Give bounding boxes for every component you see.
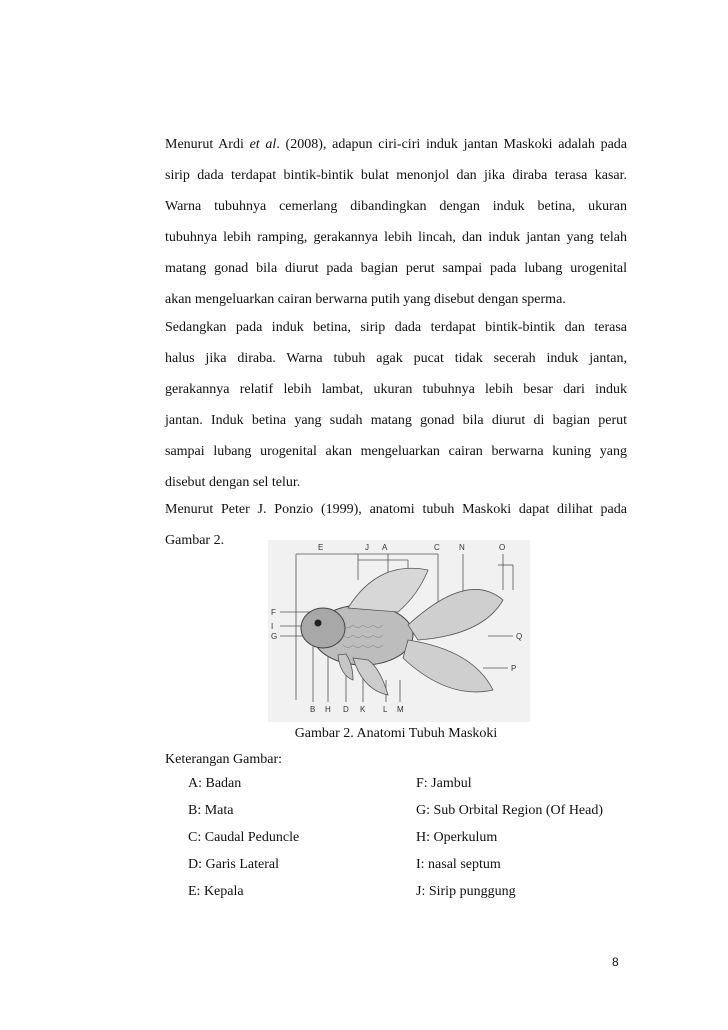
paragraph-line: Menurut Peter J. Ponzio (1999), anatomi tubuh Maskoki dapat dilihat pada <box>165 502 627 517</box>
figure-label: D <box>343 705 349 714</box>
goldfish-illustration <box>268 540 530 722</box>
paragraph-line: halus jika diraba. Warna tubuh agak pucat tidak secerah induk jantan, <box>165 351 627 366</box>
paragraph-line: jantan. Induk betina yang sudah matang gonad bila diurut di bagian perut <box>165 413 627 428</box>
legend-item: H: Operkulum <box>416 830 498 845</box>
legend-item: B: Mata <box>188 803 234 818</box>
legend-row <box>188 884 638 911</box>
legend-row <box>188 830 638 857</box>
figure-label: N <box>459 543 465 552</box>
goldfish-anatomy-figure <box>268 540 530 722</box>
legend-item: A: Badan <box>188 776 242 791</box>
legend-row <box>188 776 638 803</box>
figure-label: Q <box>516 632 523 641</box>
figure-label: P <box>511 664 517 673</box>
paragraph-line: matang gonad bila diurut pada bagian perut sampai pada lubang urogenital <box>165 261 627 276</box>
figure-label: H <box>325 705 331 714</box>
legend-list <box>188 776 638 911</box>
legend-item: J: Sirip punggung <box>416 884 516 899</box>
figure-label: O <box>499 543 506 552</box>
legend-item: G: Sub Orbital Region (Of Head) <box>416 803 604 818</box>
figure-label: L <box>383 705 388 714</box>
paragraph-line: gerakannya relatif lebih lambat, ukuran tubuhnya lebih besar dari induk <box>165 382 627 397</box>
figure-label: F <box>271 608 276 617</box>
paragraph-line: Sedangkan pada induk betina, sirip dada terdapat bintik-bintik dan terasa <box>165 320 627 335</box>
figure-label: C <box>434 543 440 552</box>
figure-label: I <box>271 622 274 631</box>
legend-row <box>188 803 638 830</box>
legend-item: E: Kepala <box>188 884 244 899</box>
figure-label: K <box>360 705 366 714</box>
figure-label: J <box>365 543 369 552</box>
legend-item: F: Jambul <box>416 776 472 791</box>
paragraph-line: disebut dengan sel telur. <box>165 475 301 490</box>
legend-item: I: nasal septum <box>416 857 501 872</box>
figure-label: E <box>318 543 324 552</box>
paragraph-line: Menurut Ardi et al. (2008), adapun ciri-ciri induk jantan Maskoki adalah pada <box>165 137 627 152</box>
figure-label: B <box>310 705 316 714</box>
legend-title: Keterangan Gambar: <box>165 752 282 767</box>
figure-caption: Gambar 2. Anatomi Tubuh Maskoki <box>294 726 498 741</box>
paragraph-line: akan mengeluarkan cairan berwarna putih yang disebut dengan sperma. <box>165 292 566 307</box>
legend-item: C: Caudal Peduncle <box>188 830 300 845</box>
paragraph-line: Warna tubuhnya cemerlang dibandingkan dengan induk betina, ukuran <box>165 199 627 214</box>
page-number: 8 <box>612 955 619 969</box>
paragraph-line: sirip dada terdapat bintik-bintik bulat menonjol dan jika diraba terasa kasar. <box>165 168 627 183</box>
paragraph-line: Gambar 2. <box>165 533 225 548</box>
legend-item: D: Garis Lateral <box>188 857 279 872</box>
figure-label: M <box>397 705 404 714</box>
figure-label: A <box>382 543 388 552</box>
paragraph-1 <box>165 129 627 315</box>
figure-label: G <box>271 632 278 641</box>
paragraph-2 <box>165 312 627 498</box>
paragraph-line: tubuhnya lebih ramping, gerakannya lebih lincah, dan induk jantan yang telah <box>165 230 627 245</box>
legend-row <box>188 857 638 884</box>
paragraph-line: sampai lubang urogenital akan mengeluarkan cairan berwarna kuning yang <box>165 444 627 459</box>
